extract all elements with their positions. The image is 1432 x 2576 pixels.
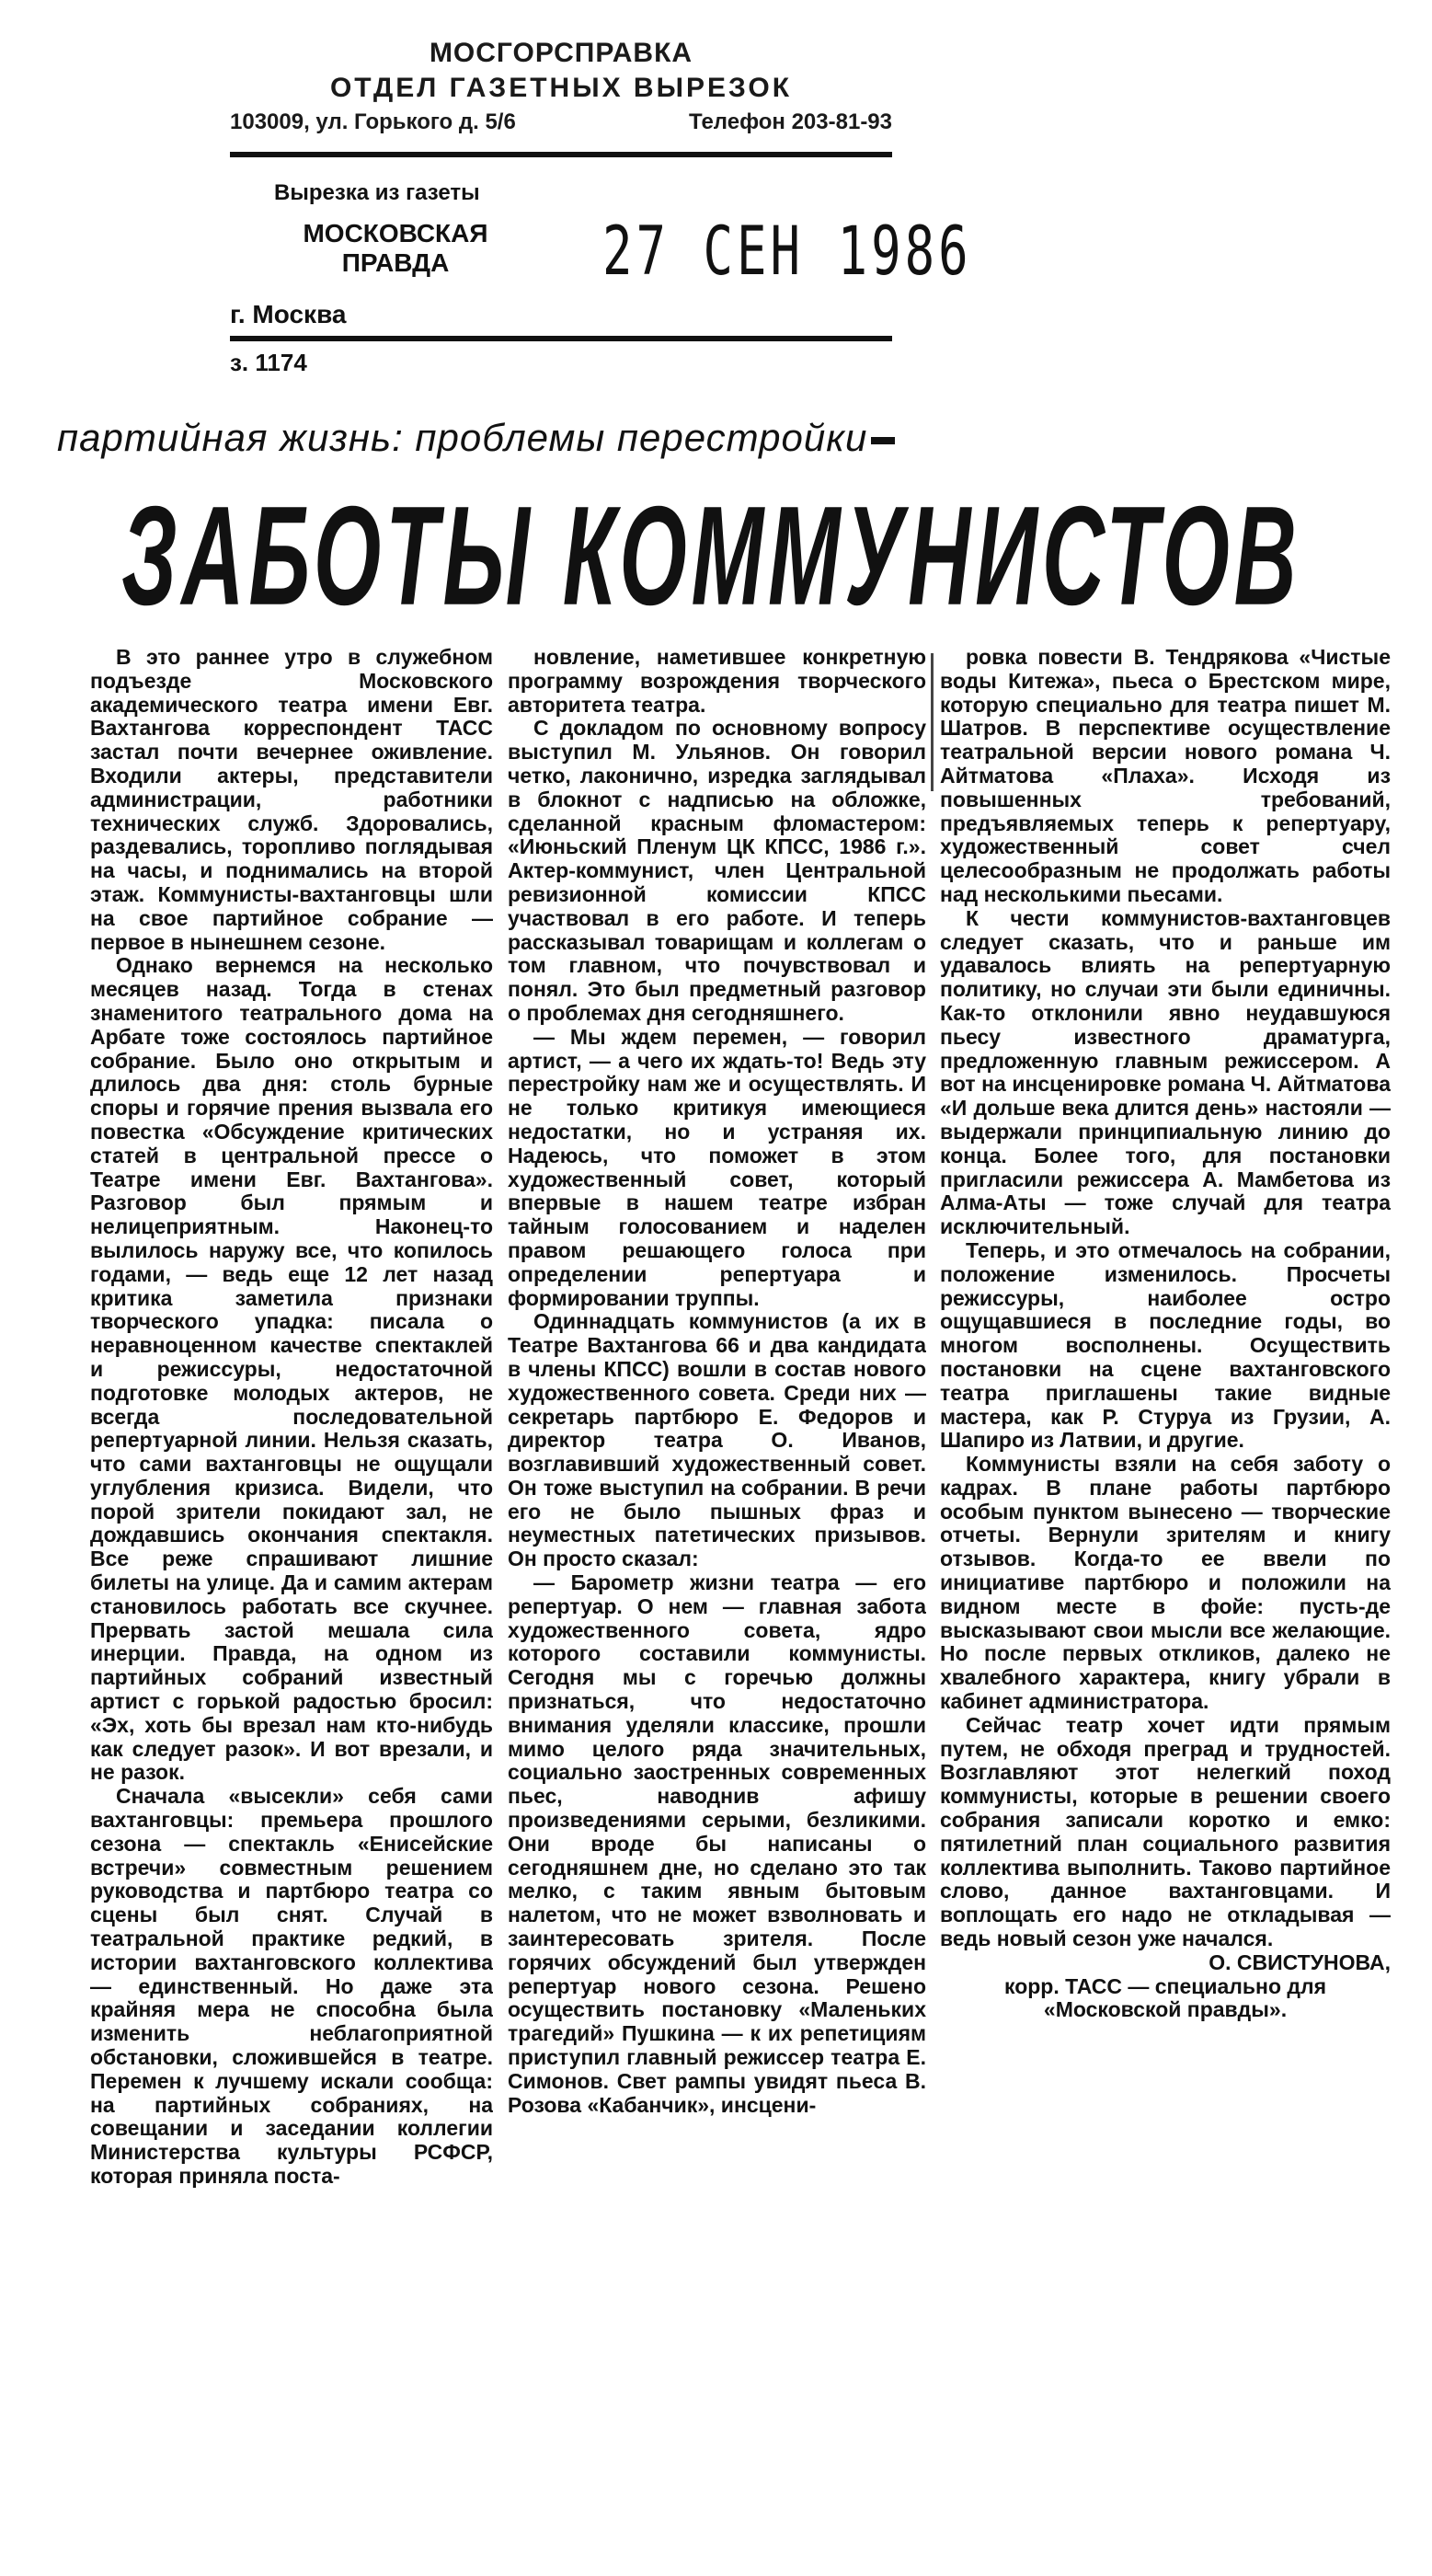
paragraph: К чести коммунистов-вахтанговцев следует сказать, что и раньше им удавалось влиять на репертуарную политику, но случаи эти были единичны. Как-то отклонили явно неудавшуюся пьесу известного драматурга, предложенную главным режиссером. А вот на инсценировке романа Ч. Айтматова «И дольше века длится день» настояли — выдержали принципиальную линию до конца. Более того, для постановки пригласили режиссера А. Мамбетова из Алма-Аты — тоже случай для театра исключительный. xyxy=(940,905,1391,1239)
agency-name: МОСГОРСПРАВКА xyxy=(429,38,693,68)
divider xyxy=(230,152,892,157)
issue-number: з. 1174 xyxy=(230,349,307,376)
paragraph: ровка повести В. Тендрякова «Чистые воды Китежа», пьеса о Брестском мире, которую специально для театра пишет М. Шатров. В перспективе осуществление театральной версии нового романа Ч. Айтматова «Плаха». Исходя из повышенных требований, предъявляемых теперь к репертуару, художественный совет счел целесообразным не продолжать работы над несколькими пьесами. xyxy=(940,646,1391,906)
author-name: О. СВИСТУНОВА, xyxy=(1209,1949,1391,1974)
headline: ЗАБОТЫ КОММУНИСТОВ xyxy=(121,477,1301,636)
author-note: корр. ТАСС — специально для «Московской правды». xyxy=(1003,1973,1327,2022)
paragraph: В это раннее утро в служебном подъезде Московского академического театра имени Евг. Вахтангова корреспондент ТАСС застал почти вечернее оживление. Входили актеры, представители администрации, работники технических служб. Здоровались, раздевались, торопливо поглядывая на часы, и поднимались на второй этаж. Коммунисты-вахтанговцы шли на свое партийное собрание — первое в нынешнем сезоне. xyxy=(90,646,493,954)
department-name: ОТДЕЛ ГАЗЕТНЫХ ВЫРЕЗОК xyxy=(329,73,793,103)
paragraph: — Мы ждем перемен, — говорил артист, — а чего их ждать-то! Ведь эту перестройку нам же и осуществлять. И не только критикуя имеющиеся недостатки, но и устраняя их. Надеюсь, что поможет в этом художественный совет, который впервые в нашем театре избран тайным голосованием и наделен правом решающего голоса при определении репертуара и формировании труппы. xyxy=(508,1024,926,1310)
paragraph: новление, наметившее конкретную программу возрождения творческого авторитета театра. xyxy=(508,646,926,717)
agency-phone: Телефон 203-81-93 xyxy=(688,109,892,134)
article-column-2 xyxy=(508,646,926,2569)
rubric-text: партийная жизнь: проблемы перестройки xyxy=(57,416,868,459)
newspaper-name: МОСКОВСКАЯ ПРАВДА xyxy=(303,219,488,277)
column-rule xyxy=(931,653,934,791)
paragraph: Сейчас театр хочет идти прямым путем, не обходя преград и трудностей. Возглавляют этот нелегкий поход коммунисты, которые в решении своего собрания записали коротко и емко: пятилетний план социального развития коллектива выполнить. Таково партийное слово, данное вахтанговцами. И воплощать его надо не откладывая — ведь новый сезон уже начался. xyxy=(940,1712,1391,1951)
city: г. Москва xyxy=(230,300,347,328)
paragraph: Коммунисты взяли на себя заботу о кадрах. В плане работы партбюро особым пунктом вынесено — творческие отчеты. Вернули зрителям и книгу отзывов. Когда-то ее ввели по инициативе партбюро и положили на видном месте в фойе: пусть-де высказывают свои мысли все желающие. Но после первых откликов, далеко не хвалебного характера, книгу убрали в кабинет администратора. xyxy=(940,1452,1391,1714)
agency-address: 103009, ул. Горького д. 5/6 xyxy=(230,109,516,134)
paragraph: Одиннадцать коммунистов (а их в Театре Вахтангова 66 и два кандидата в члены КПСС) вошли в состав нового художественного совета. Среди них — секретарь партбюро Е. Федоров и директор театра О. Иванов, возглавивший художественный совет. Он тоже выступил на собрании. В речи его не было пышных фраз и неуместных патетических призывов. Он просто сказал: xyxy=(508,1309,926,1571)
divider xyxy=(230,336,892,341)
paragraph: С докладом по основному вопросу выступил М. Ульянов. Он говорил четко, лаконично, изредка заглядывал в блокнот с надписью на обложке, сделанной красным фломастером: «Июньский Пленум ЦК КПСС, 1986 г.». Актер-коммунист, член Центральной ревизионной комиссии КПСС участвовал в его работе. И теперь рассказывал товарищам и коллегам о том главном, что почувствовал и понял. Это был предметный разговор о проблемах дня сегодняшнего. xyxy=(508,716,926,1025)
rubric-dash xyxy=(871,437,895,444)
paragraph: Теперь, и это отмечалось на собрании, положение изменилось. Просчеты режиссуры, наиболее остро ощущавшиеся в последние годы, во многом восполнены. Осуществить постановки на сцене вахтанговского театра приглашены такие видные мастера, как Р. Стуруа из Грузии, А. Шапиро из Латвии, и другие. xyxy=(940,1237,1391,1453)
article-column-3 xyxy=(940,646,1391,2569)
article-column-1 xyxy=(90,646,493,2569)
date-stamp: 27 СЕН 1986 xyxy=(602,212,972,291)
paragraph: — Барометр жизни театра — его репертуар. О нем — главная забота художественного совета, ядро которого составили коммунисты. Сегодня мы с горечью должны признаться, что недостаточно внимания уделяли классике, прошли мимо целого ряда значительных, социально заостренных современных пьес, наводнив афишу произведениями серыми, безликими. Они вроде бы написаны о сегодняшнем дне, но сделано это так мелко, с таким явным бытовым налетом, что не может взволновать и заинтересовать зрителя. После горячих обсуждений был утвержден репертуар нового сезона. Решено осуществить постановку «Маленьких трагедий» Пушкина — к их репетициям приступил главный режиссер театра Е. Симонов. Свет рампы увидят пьеса В. Розова «Кабанчик», инсцени- xyxy=(508,1570,926,2117)
contact-line xyxy=(230,107,892,138)
agency-header xyxy=(230,37,892,138)
paragraph: Сначала «высекли» себя сами вахтанговцы: премьера прошлого сезона — спектакль «Енисейские встречи» совместным решением руководства и партбюро театра со сцены был снят. Случай в театральной практике редкий, в истории вахтанговского коллектива — единственный. Но даже эта крайняя мера не способна была изменить неблагоприятной обстановки, сложившейся в театре. Перемен к лучшему искали сообща: на партийных собраниях, на совещании и заседании коллегии Министерства культуры РСФСР, которая приняла поста- xyxy=(90,1784,493,2188)
rubric xyxy=(57,416,895,460)
paragraph: Однако вернемся на несколько месяцев назад. Тогда в стенах знаменитого театрального дома на Арбате тоже состоялось партийное собрание. Было оно открытым и длилось два дня: столь бурные споры и горячие прения вызвала его повестка «Обсуждение критических статей в центральной прессе о Театре имени Евг. Вахтангова». Разговор был прямым и нелицеприятным. Наконец-то вылилось наружу все, что копилось годами, — ведь еще 12 лет назад критика заметила признаки творческого упадка: писала о неравноценном качестве спектаклей и режиссуры, недостаточной подготовке молодых актеров, не всегда последовательной репертуарной линии. Нельзя сказать, что сами вахтанговцы не ощущали углубления кризиса. Видели, что порой зрители покидают зал, не дождавшись окончания спектакля. Все реже спрашивают лишние билеты на улице. Да и самим актерам становилось работать все скучнее. Прервать застой мешала сила инерции. Правда, на одном из партийных собраний известный артист с горькой радостью бросил: «Эх, хоть бы врезал нам кто-нибудь как следует разок». И вот врезали, и не разок. xyxy=(90,953,493,1785)
clip-label: Вырезка из газеты xyxy=(274,180,480,205)
